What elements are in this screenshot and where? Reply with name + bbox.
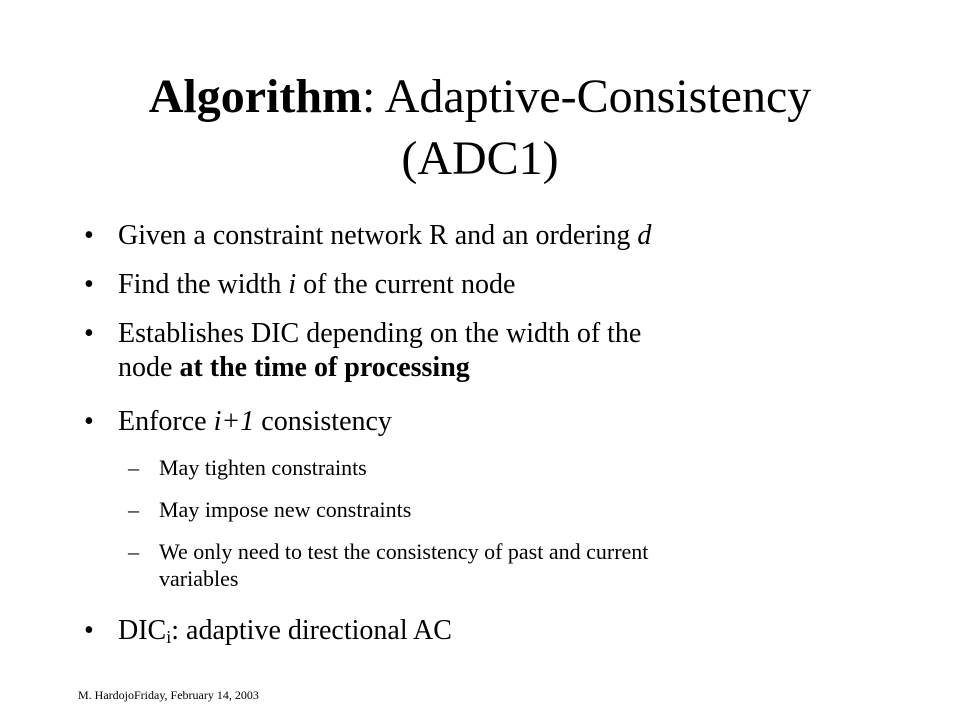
title-line-2: (ADC1) (401, 132, 559, 185)
sub-bullet-marker: – (128, 455, 139, 480)
bullet-text: Find the width i of the current node (118, 269, 516, 300)
bullet-text: Enforce i+1 consistency (118, 406, 392, 437)
sub-bullet-text: May tighten constraints (159, 455, 367, 480)
slide-title (60, 66, 900, 190)
sub-bullet-text: May impose new constraints (159, 497, 412, 522)
bullet-marker: • (84, 269, 94, 300)
title-bold-word: Algorithm (148, 70, 363, 123)
bullet-text: Given a constraint network R and an ordering d (118, 220, 652, 251)
bullet-marker: • (84, 406, 94, 437)
bullet-text: Establishes DIC depending on the width of the node at the time of processing (118, 318, 642, 383)
bullet-marker: • (84, 318, 94, 349)
footer-text: M. HardojoFriday, February 14, 2003 (78, 688, 259, 702)
sub-bullet-marker: – (128, 539, 139, 564)
title-rest: : Adaptive-Consistency (362, 70, 812, 123)
bullet-marker: • (84, 615, 94, 646)
sub-bullet-marker: – (128, 497, 139, 522)
bullet-marker: • (84, 220, 94, 251)
sub-bullet-text: We only need to test the consistency of past and current variables (159, 539, 649, 591)
title-line-1 (60, 66, 900, 128)
bullet-text: $DIC_i$: adaptive directional AC (118, 615, 452, 647)
